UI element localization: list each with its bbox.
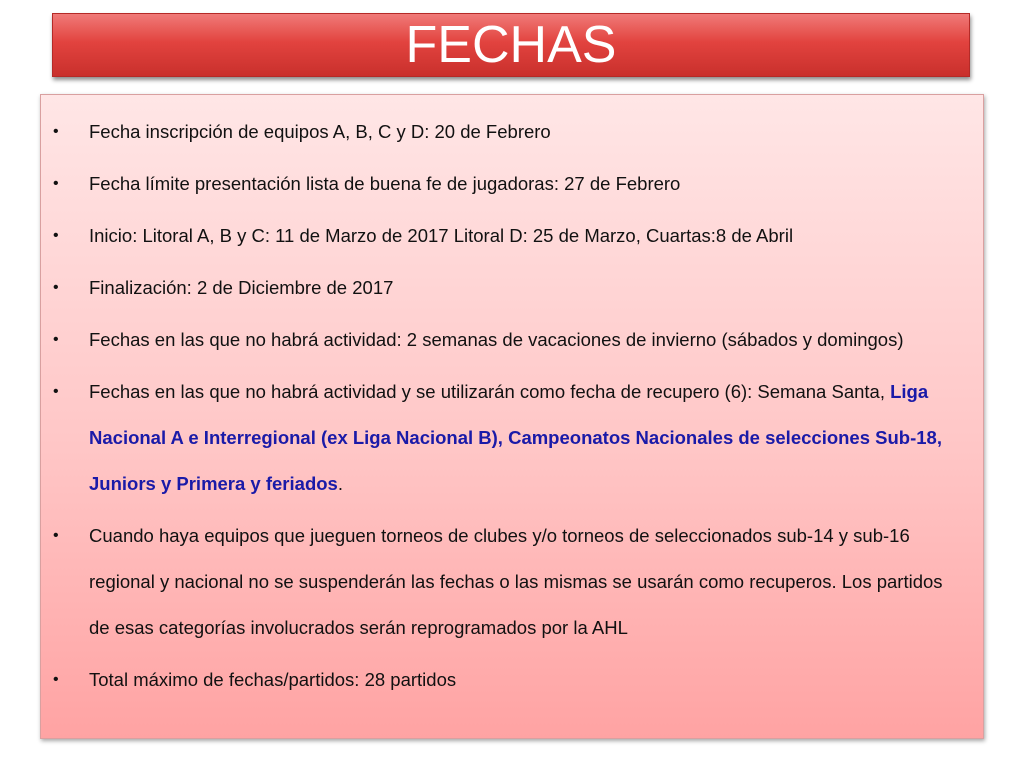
bullet-icon: • bbox=[53, 175, 59, 192]
bullet-icon: • bbox=[53, 671, 59, 688]
bullet-icon: • bbox=[53, 383, 59, 400]
list-item-finalizacion bbox=[41, 265, 983, 311]
list-item-text: Finalización: 2 de Diciembre de 2017 bbox=[89, 277, 394, 298]
content-panel bbox=[40, 94, 984, 739]
list-item-text-end: . bbox=[337, 473, 343, 494]
list-item-text: Inicio: Litoral A, B y C: 11 de Marzo de 2017 Litoral D: 25 de Marzo, Cuartas:8 de Abril bbox=[89, 225, 794, 246]
bullet-list bbox=[41, 109, 983, 709]
title-banner bbox=[52, 13, 970, 77]
bullet-icon: • bbox=[53, 227, 59, 244]
bullet-icon: • bbox=[53, 279, 59, 296]
list-item-total bbox=[41, 657, 983, 703]
page-title: FECHAS bbox=[405, 16, 617, 74]
list-item-text: Cuando haya equipos que jueguen torneos de clubes y/o torneos de seleccionados sub-14 y sub-16 regional y nacional no se suspenderán las fechas o las mismas se usarán como recuperos. Los partidos de esas categorías involucrados serán reprogramados por la AHL bbox=[89, 525, 943, 638]
list-item-inicio bbox=[41, 213, 983, 259]
list-item-limite bbox=[41, 161, 983, 207]
bullet-icon: • bbox=[53, 331, 59, 348]
bullet-icon: • bbox=[53, 527, 59, 544]
list-item-inscripcion bbox=[41, 109, 983, 155]
list-item-sin-actividad bbox=[41, 317, 983, 363]
bullet-icon: • bbox=[53, 123, 59, 140]
list-item-text: Total máximo de fechas/partidos: 28 partidos bbox=[89, 669, 457, 690]
list-item-text: Fechas en las que no habrá actividad: 2 semanas de vacaciones de invierno (sábados y domingos) bbox=[89, 329, 904, 350]
highlighted-text: Liga Nacional A e Interregional (ex Liga Nacional B), Campeonatos Nacionales de selecciones Sub-18, Juniors y Primera y feriados bbox=[89, 381, 942, 494]
list-item-text: Fecha límite presentación lista de buena fe de jugadoras: 27 de Febrero bbox=[89, 173, 681, 194]
list-item-text: Fechas en las que no habrá actividad y se utilizarán como fecha de recupero (6): Semana Santa, bbox=[89, 381, 891, 402]
list-item-torneos bbox=[41, 513, 983, 651]
list-item-recupero bbox=[41, 369, 983, 507]
list-item-text: Fecha inscripción de equipos A, B, C y D: 20 de Febrero bbox=[89, 121, 551, 142]
